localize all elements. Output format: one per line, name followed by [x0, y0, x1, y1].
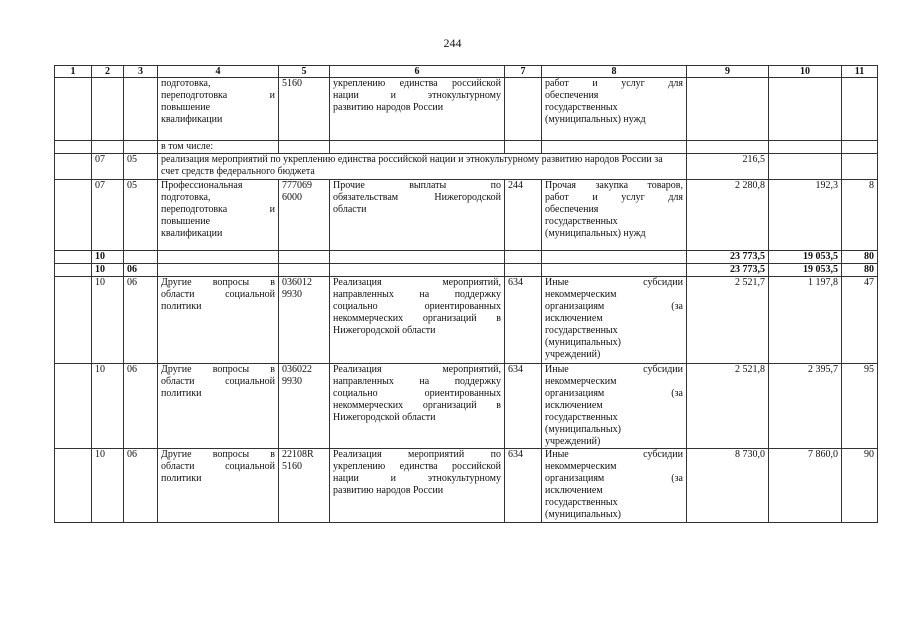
cell	[842, 154, 878, 180]
cell	[124, 141, 158, 154]
cell-code: 036012 9930	[279, 277, 330, 364]
cell	[842, 78, 878, 141]
cell-purpose: укреплению единства российской нации и этнокультурному развитию народов России	[330, 78, 505, 141]
header-cell: 4	[158, 66, 279, 78]
cell-section: 10	[92, 251, 124, 264]
cell	[279, 251, 330, 264]
cell-purpose: Реализация мероприятий по укреплению единства российской нации и этнокультурному развитию народов России	[330, 449, 505, 523]
cell-subsection: 06	[124, 449, 158, 523]
cell	[769, 154, 842, 180]
cell-section: 10	[92, 277, 124, 364]
cell-description: подготовка, переподготовка и повышение квалификации	[158, 78, 279, 141]
cell	[92, 78, 124, 141]
cell-percent: 95	[842, 364, 878, 449]
cell-code: 777069 6000	[279, 180, 330, 251]
cell-expense-type: Иные субсидии некоммерческим организациям (за исключением государственных (муниципальных) учреждений)	[542, 364, 687, 449]
cell-code: 5160	[279, 78, 330, 141]
cell	[769, 78, 842, 141]
cell-percent: 47	[842, 277, 878, 364]
cell-code: 036022 9930	[279, 364, 330, 449]
cell-percent: 8	[842, 180, 878, 251]
cell	[505, 264, 542, 277]
cell-expense-type: Прочая закупка товаров, работ и услуг для обеспечения государственных (муниципальных) нужд	[542, 180, 687, 251]
cell-expense-type: Иные субсидии некоммерческим организациям (за исключением государственных (муниципальных)	[542, 449, 687, 523]
table-row-total	[55, 251, 878, 264]
cell-description: в том числе:	[158, 141, 279, 154]
cell-description: Другие вопросы в области социальной политики	[158, 449, 279, 523]
cell	[55, 180, 92, 251]
page-number: 244	[443, 36, 462, 50]
table-row	[55, 449, 878, 523]
cell	[769, 141, 842, 154]
cell-subsection: 06	[124, 264, 158, 277]
cell-span-text: реализация мероприятий по укреплению единства российской нации и этнокультурному развитию народов России за счет средств федерального бюджета	[158, 154, 687, 180]
cell-percent: 90	[842, 449, 878, 523]
cell	[55, 449, 92, 523]
cell	[505, 251, 542, 264]
cell	[55, 154, 92, 180]
table-row	[55, 277, 878, 364]
cell	[842, 141, 878, 154]
cell	[55, 364, 92, 449]
cell-subsection: 06	[124, 277, 158, 364]
cell-amount-plan: 2 521,7	[687, 277, 769, 364]
cell	[55, 251, 92, 264]
cell	[124, 251, 158, 264]
header-row	[55, 66, 878, 78]
header-cell: 8	[542, 66, 687, 78]
cell-amount-plan: 2 280,8	[687, 180, 769, 251]
cell	[542, 264, 687, 277]
header-cell: 6	[330, 66, 505, 78]
table-row	[55, 154, 878, 180]
cell	[55, 141, 92, 154]
cell	[92, 141, 124, 154]
table-row	[55, 78, 878, 141]
table-row-total	[55, 264, 878, 277]
cell	[505, 141, 542, 154]
cell	[542, 141, 687, 154]
cell-amount-plan: 216,5	[687, 154, 769, 180]
cell	[124, 78, 158, 141]
cell	[279, 264, 330, 277]
cell-amount-actual: 2 395,7	[769, 364, 842, 449]
cell-amount-actual: 1 197,8	[769, 277, 842, 364]
cell-amount-plan: 2 521,8	[687, 364, 769, 449]
cell-type: 244	[505, 180, 542, 251]
cell	[687, 78, 769, 141]
cell-section: 07	[92, 154, 124, 180]
cell-purpose: Реализация мероприятий, направленных на поддержку социально ориентированных некоммерческих организаций в Нижегородской области	[330, 364, 505, 449]
header-cell: 5	[279, 66, 330, 78]
cell	[55, 277, 92, 364]
cell	[55, 264, 92, 277]
cell-amount-plan: 8 730,0	[687, 449, 769, 523]
cell-subsection: 06	[124, 364, 158, 449]
cell-description: Профессиональная подготовка, переподготовка и повышение квалификации	[158, 180, 279, 251]
header-cell: 2	[92, 66, 124, 78]
cell	[158, 251, 279, 264]
cell	[330, 141, 505, 154]
table-row	[55, 364, 878, 449]
cell	[55, 78, 92, 141]
cell-type: 634	[505, 364, 542, 449]
header-cell: 9	[687, 66, 769, 78]
cell-amount-actual: 7 860,0	[769, 449, 842, 523]
cell-amount-actual: 192,3	[769, 180, 842, 251]
cell-purpose: Реализация мероприятий, направленных на поддержку социально ориентированных некоммерческих организаций в Нижегородской области	[330, 277, 505, 364]
cell-type	[505, 78, 542, 141]
cell-expense-type: Иные субсидии некоммерческим организациям (за исключением государственных (муниципальных) учреждений)	[542, 277, 687, 364]
cell	[687, 141, 769, 154]
header-cell: 7	[505, 66, 542, 78]
table-row	[55, 180, 878, 251]
cell	[158, 264, 279, 277]
cell	[330, 264, 505, 277]
cell-amount-actual: 19 053,5	[769, 264, 842, 277]
cell-subsection: 05	[124, 180, 158, 251]
cell-percent: 80	[842, 264, 878, 277]
cell-amount-actual: 19 053,5	[769, 251, 842, 264]
table-row	[55, 141, 878, 154]
cell-expense-type: работ и услуг для обеспечения государственных (муниципальных) нужд	[542, 78, 687, 141]
cell	[330, 251, 505, 264]
cell-section: 10	[92, 264, 124, 277]
header-cell: 10	[769, 66, 842, 78]
cell-section: 10	[92, 364, 124, 449]
cell	[279, 141, 330, 154]
cell-description: Другие вопросы в области социальной политики	[158, 364, 279, 449]
cell-purpose: Прочие выплаты по обязательствам Нижегородской области	[330, 180, 505, 251]
cell-percent: 80	[842, 251, 878, 264]
cell-section: 10	[92, 449, 124, 523]
header-cell: 3	[124, 66, 158, 78]
cell-subsection: 05	[124, 154, 158, 180]
header-cell: 11	[842, 66, 878, 78]
cell-section: 07	[92, 180, 124, 251]
cell-amount-plan: 23 773,5	[687, 264, 769, 277]
cell-type: 634	[505, 277, 542, 364]
cell-description: Другие вопросы в области социальной политики	[158, 277, 279, 364]
cell-code: 22108R 5160	[279, 449, 330, 523]
cell-amount-plan: 23 773,5	[687, 251, 769, 264]
budget-table	[54, 65, 878, 523]
header-cell: 1	[55, 66, 92, 78]
cell	[542, 251, 687, 264]
cell-type: 634	[505, 449, 542, 523]
